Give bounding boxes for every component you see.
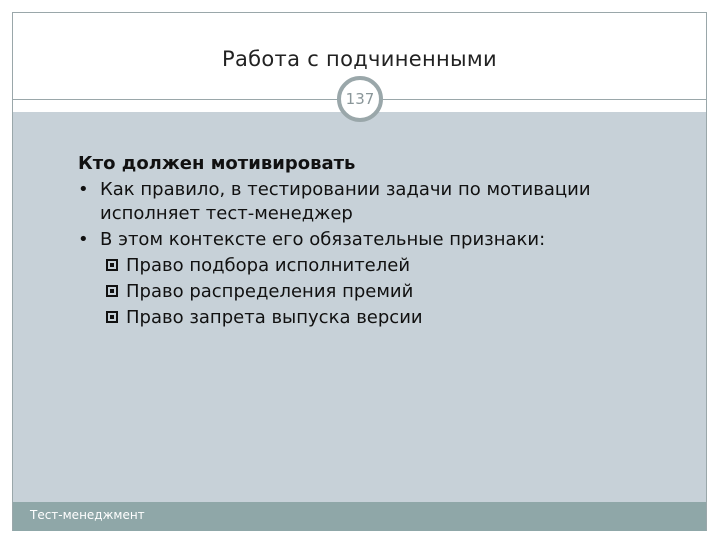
sub-item [78, 280, 600, 304]
footer-text: Тест-менеджмент [30, 508, 145, 522]
slide-content [78, 152, 600, 330]
bullet-text: Как правило, в тестировании задачи по мотивации исполняет тест-менеджер [100, 179, 591, 224]
bullet-dot-icon: • [78, 179, 89, 200]
bullet-item [78, 228, 600, 252]
bullet-dot-icon: • [78, 229, 89, 250]
sub-item [78, 306, 600, 330]
sub-item-text: Право запрета выпуска версии [126, 307, 423, 328]
sub-item-text: Право подбора исполнителей [126, 255, 411, 276]
page-number-badge: 137 [337, 76, 383, 122]
sub-item [78, 254, 600, 278]
bullet-item [78, 178, 600, 226]
content-heading: Кто должен мотивировать [78, 153, 356, 174]
checkbox-bullet-icon [106, 259, 118, 271]
checkbox-bullet-icon [106, 311, 118, 323]
slide-title: Работа с подчиненными [222, 47, 497, 71]
checkbox-bullet-icon [106, 285, 118, 297]
bullet-text: В этом контексте его обязательные признаки: [100, 229, 546, 250]
sub-item-text: Право распределения премий [126, 281, 414, 302]
